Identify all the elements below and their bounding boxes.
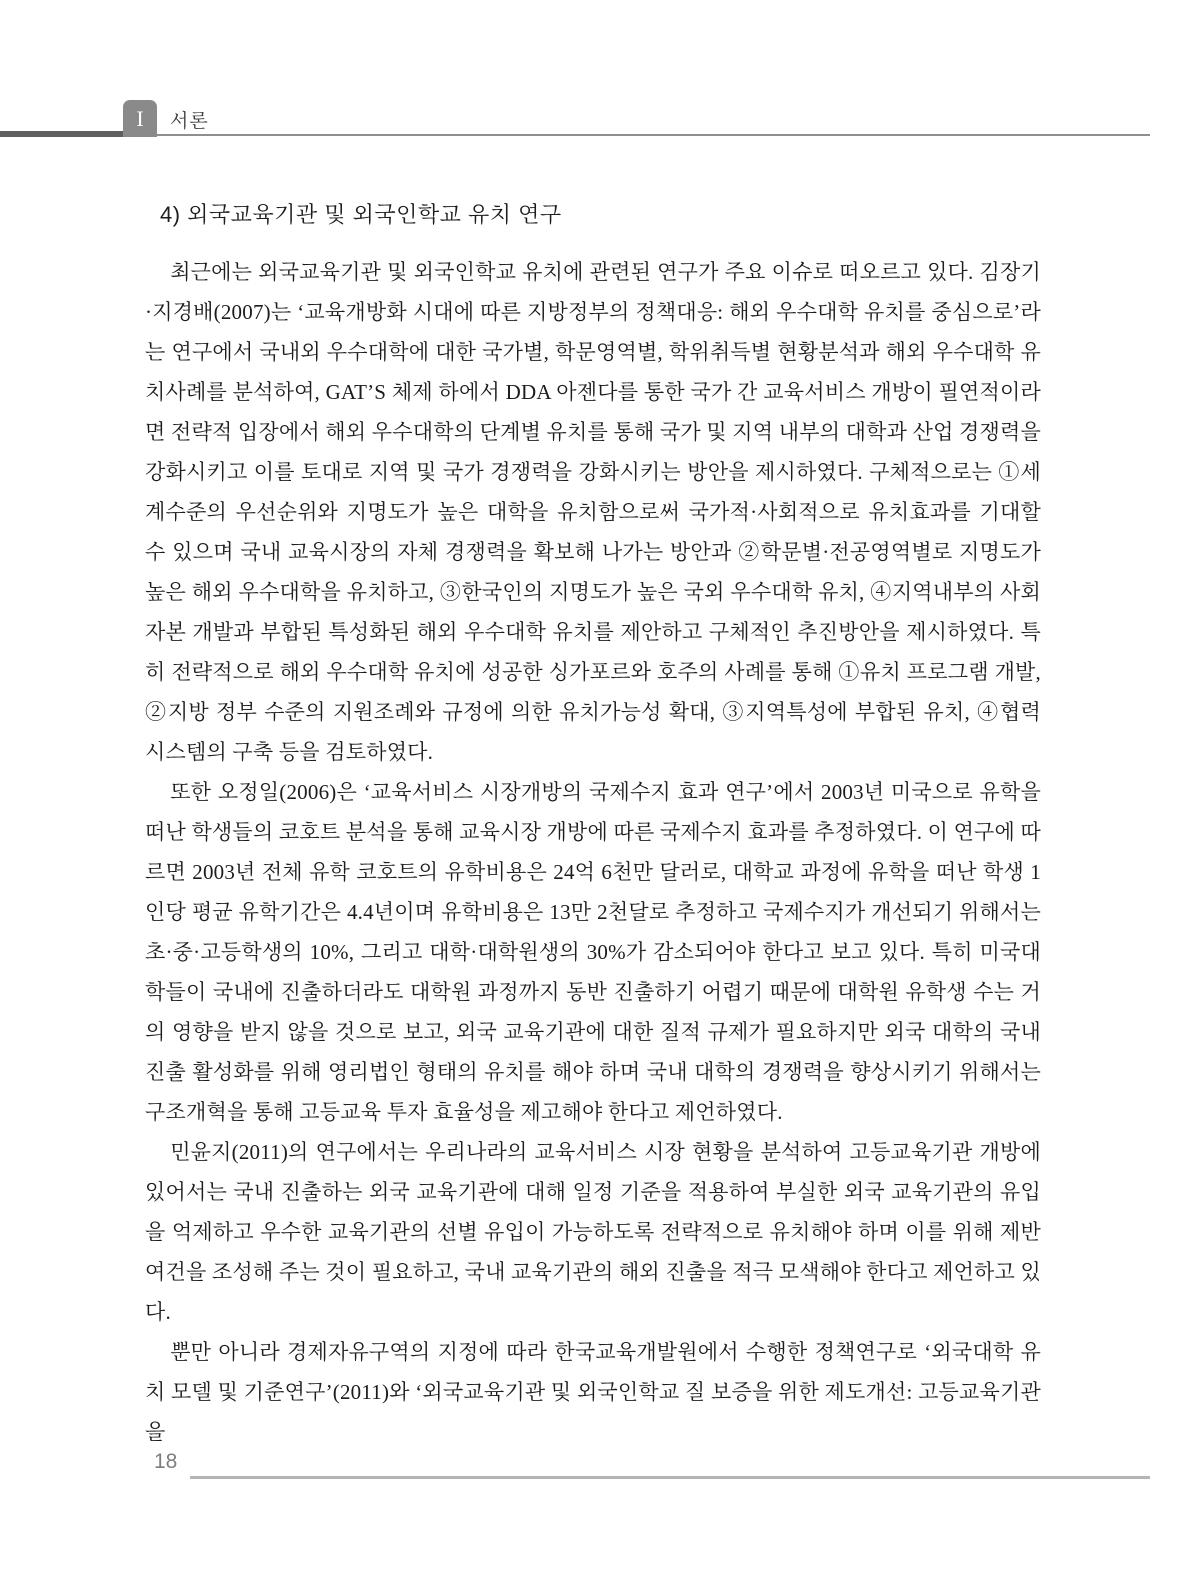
page-footer bbox=[0, 1445, 1182, 1495]
footer-rule bbox=[190, 1476, 1150, 1479]
header-rule-left bbox=[0, 131, 125, 137]
header-rule-right bbox=[157, 134, 1150, 136]
paragraph-2: 또한 오정일(2006)은 ‘교육서비스 시장개방의 국제수지 효과 연구’에서 2003년 미국으로 유학을 떠난 학생들의 코호트 분석을 통해 교육시장 개방에 따른 국제수지 효과를 추정하였다. 이 연구에 따르면 2003년 전체 유학 코호트의 유학비용은 24억 6천만 달러로, 대학교 과정에 유학을 떠난 학생 1인당 평균 유학기간은 4.4년이며 유학비용은 13만 2천달로 추정하고 국제수지가 개선되기 위해서는 초·중·고등학생의 10%, 그리고 대학·대학원생의 30%가 감소되어야 한다고 보고 있다. 특히 미국대학들이 국내에 진출하더라도 대학원 과정까지 동반 진출하기 어렵기 때문에 대학원 유학생 수는 거의 영향을 받지 않을 것으로 보고, 외국 교육기관에 대한 질적 규제가 필요하지만 외국 대학의 국내 진출 활성화를 위해 영리법인 형태의 유치를 해야 하며 국내 대학의 경쟁력을 향상시키기 위해서는 구조개혁을 통해 고등교육 투자 효율성을 제고해야 한다고 제언하였다. bbox=[145, 780, 1041, 1124]
paragraph-3: 민윤지(2011)의 연구에서는 우리나라의 교육서비스 시장 현황을 분석하여 고등교육기관 개방에 있어서는 국내 진출하는 외국 교육기관에 대해 일정 기준을 적용하여 부실한 외국 교육기관의 유입을 억제하고 우수한 교육기관의 선별 유입이 가능하도록 전략적으로 유치해야 하며 이를 위해 제반 여건을 조성해 주는 것이 필요하고, 국내 교육기관의 해외 진출을 적극 모색해야 한다고 제언하고 있다. bbox=[145, 1140, 1041, 1324]
body-text bbox=[145, 252, 1041, 1452]
running-header bbox=[0, 0, 1182, 140]
page-number: 18 bbox=[154, 1450, 178, 1473]
paragraph-1: 최근에는 외국교육기관 및 외국인학교 유치에 관련된 연구가 주요 이슈로 떠오르고 있다. 김장기·지경배(2007)는 ‘교육개방화 시대에 따른 지방정부의 정책대응: 해외 우수대학 유치를 중심으로’라는 연구에서 국내외 우수대학에 대한 국가별, 학문영역별, 학위취득별 현황분석과 해외 우수대학 유치사례를 분석하여, GAT’S 체제 하에서 DDA 아젠다를 통한 국가 간 교육서비스 개방이 필연적이라면 전략적 입장에서 해외 우수대학의 단계별 유치를 통해 국가 및 지역 내부의 대학과 산업 경쟁력을 강화시키고 이를 토대로 지역 및 국가 경쟁력을 강화시키는 방안을 제시하였다. 구체적으로는 ①세계수준의 우선순위와 지명도가 높은 대학을 유치함으로써 국가적·사회적으로 유치효과를 기대할 수 있으며 국내 교육시장의 자체 경쟁력을 확보해 나가는 방안과 ②학문별·전공영역별로 지명도가 높은 해외 우수대학을 유치하고, ③한국인의 지명도가 높은 국외 우수대학 유치, ④지역내부의 사회자본 개발과 부합된 특성화된 해외 우수대학 유치를 제안하고 구체적인 추진방안을 제시하였다. 특히 전략적으로 해외 우수대학 유치에 성공한 싱가포르와 호주의 사례를 통해 ①유치 프로그램 개발, ②지방 정부 수준의 지원조례와 규정에 의한 유치가능성 확대, ③지역특성에 부합된 유치, ④협력 시스템의 구축 등을 검토하였다. bbox=[145, 260, 1041, 764]
paragraph-4: 뿐만 아니라 경제자유구역의 지정에 따라 한국교육개발원에서 수행한 정책연구로 ‘외국대학 유치 모델 및 기준연구’(2011)와 ‘외국교육기관 및 외국인학교 질 보증을 위한 제도개선: 고등교육기관을 bbox=[145, 1340, 1041, 1444]
chapter-title: 서론 bbox=[170, 111, 209, 132]
section-heading: 4) 외국교육기관 및 외국인학교 유치 연구 bbox=[160, 202, 562, 227]
chapter-number-tab: I bbox=[123, 100, 157, 137]
